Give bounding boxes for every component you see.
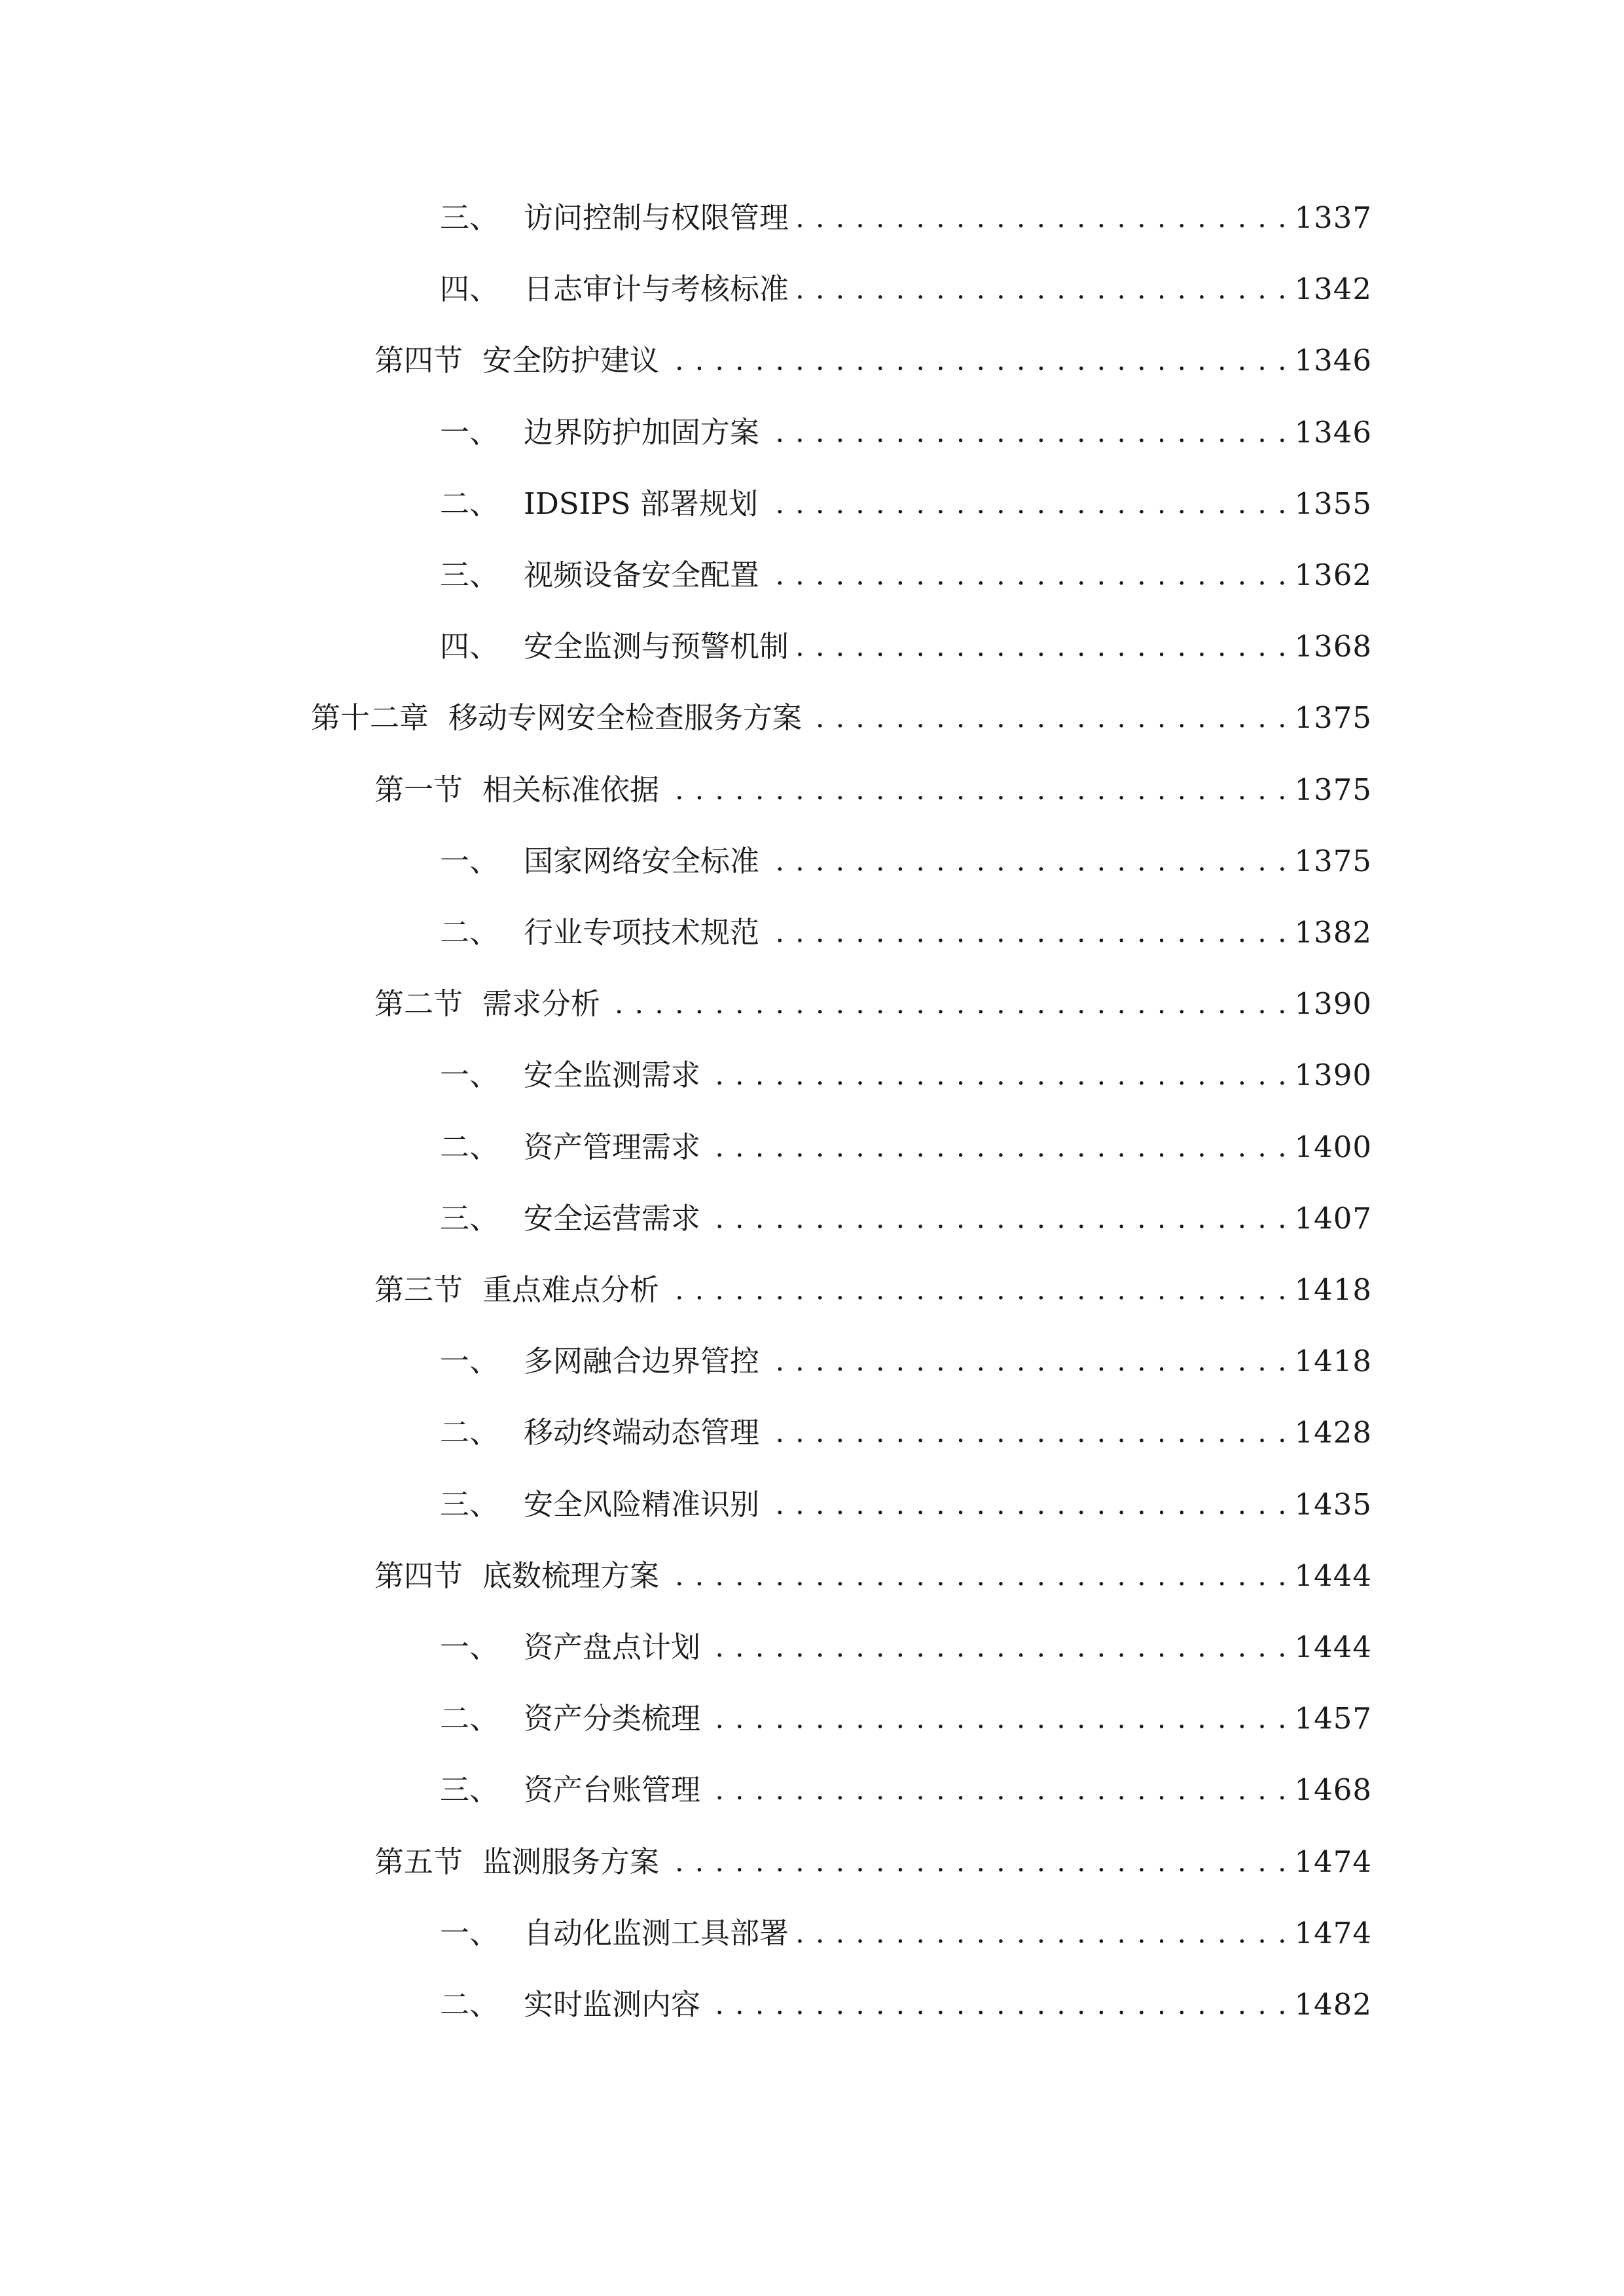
toc-dot-leader <box>666 1836 1288 1888</box>
toc-entry-page-number: 1428 <box>1294 1415 1372 1450</box>
toc-entry-number: 二、 <box>440 1701 499 1736</box>
toc-entry-title: 访问控制与权限管理 <box>524 200 789 235</box>
toc-entry-title: 安全防护建议 <box>482 343 660 378</box>
toc-entry-page-number: 1382 <box>1294 915 1372 950</box>
toc-entry-title: 重点难点分析 <box>482 1272 660 1307</box>
toc-entry[interactable] <box>440 549 1372 601</box>
toc-dot-leader <box>795 192 1288 244</box>
toc-entry[interactable] <box>440 835 1372 888</box>
toc-entry[interactable] <box>440 1764 1372 1816</box>
toc-entry[interactable] <box>440 1121 1372 1174</box>
toc-entry[interactable] <box>440 1693 1372 1745</box>
toc-entry[interactable] <box>440 1621 1372 1674</box>
toc-entry[interactable] <box>440 1479 1372 1531</box>
toc-entry-page-number: 1482 <box>1294 1987 1372 2022</box>
toc-entry-title: 安全运营需求 <box>524 1201 701 1236</box>
toc-entry[interactable] <box>374 1550 1372 1602</box>
toc-entry-number: 三、 <box>440 200 499 235</box>
toc-entry-page-number: 1375 <box>1294 772 1372 807</box>
toc-entry-number: 一、 <box>440 844 499 878</box>
toc-entry[interactable] <box>440 1193 1372 1245</box>
toc-entry[interactable] <box>440 263 1372 315</box>
toc-entry[interactable] <box>440 406 1372 459</box>
toc-entry-title: 行业专项技术规范 <box>524 915 760 950</box>
toc-entry[interactable] <box>440 1049 1372 1102</box>
toc-entry-number: 一、 <box>440 1344 499 1378</box>
toc-entry-title: 多网融合边界管控 <box>524 1344 760 1378</box>
toc-dot-leader <box>707 1764 1288 1816</box>
toc-entry-title: 实时监测内容 <box>524 1987 701 2022</box>
toc-entry-page-number: 1418 <box>1294 1344 1372 1378</box>
toc-dot-leader <box>795 620 1288 673</box>
toc-dot-leader <box>766 906 1288 959</box>
toc-entry-page-number: 1474 <box>1294 1844 1372 1879</box>
toc-entry-page-number: 1457 <box>1294 1701 1372 1736</box>
toc-entry-number: 第一节 <box>374 772 463 807</box>
toc-entry-page-number: 1337 <box>1294 200 1372 235</box>
toc-dot-leader <box>707 1193 1288 1245</box>
toc-dot-leader <box>666 1264 1288 1316</box>
toc-entry-page-number: 1346 <box>1294 343 1372 378</box>
toc-entry-page-number: 1407 <box>1294 1201 1372 1236</box>
toc-entry-page-number: 1355 <box>1294 486 1372 521</box>
toc-entry-page-number: 1390 <box>1294 1058 1372 1092</box>
toc-dot-leader <box>766 1479 1288 1531</box>
toc-entry-number: 四、 <box>440 629 499 664</box>
toc-entry-title: 资产台账管理 <box>524 1772 701 1807</box>
toc-entry-number: 三、 <box>440 1772 499 1807</box>
toc-entry-page-number: 1362 <box>1294 558 1372 592</box>
toc-dot-leader <box>666 764 1288 816</box>
toc-entry-page-number: 1435 <box>1294 1487 1372 1522</box>
toc-entry-title: 需求分析 <box>482 986 601 1021</box>
toc-entry-title: 资产分类梳理 <box>524 1701 701 1736</box>
toc-entry[interactable] <box>440 478 1372 530</box>
toc-dot-leader <box>707 1049 1288 1102</box>
toc-entry-number: 二、 <box>440 915 499 950</box>
toc-entry-title: 安全监测与预警机制 <box>524 629 789 664</box>
toc-entry-number: 二、 <box>440 1130 499 1164</box>
toc-dot-leader <box>765 478 1288 530</box>
toc-dot-leader <box>795 263 1288 315</box>
toc-entry-page-number: 1342 <box>1294 272 1372 306</box>
toc-entry-page-number: 1390 <box>1294 986 1372 1021</box>
toc-entry-title: 底数梳理方案 <box>482 1558 660 1593</box>
toc-dot-leader <box>707 1979 1288 2031</box>
toc-entry-number: 二、 <box>440 1415 499 1450</box>
toc-dot-leader <box>766 406 1288 459</box>
toc-entry[interactable] <box>374 764 1372 816</box>
toc-entry-title: 边界防护加固方案 <box>524 415 760 450</box>
toc-entry-page-number: 1346 <box>1294 415 1372 450</box>
toc-entry-page-number: 1444 <box>1294 1630 1372 1664</box>
toc-entry-title: 日志审计与考核标准 <box>524 272 789 306</box>
toc-entry-number: 第二节 <box>374 986 463 1021</box>
toc-entry-title: 相关标准依据 <box>482 772 660 807</box>
toc-entry-title: 资产管理需求 <box>524 1130 701 1164</box>
toc-entry-number: 四、 <box>440 272 499 306</box>
toc-entry-number: 一、 <box>440 1916 499 1950</box>
toc-entry-title: IDSIPS 部署规划 <box>524 486 758 521</box>
toc-entry[interactable] <box>374 1836 1372 1888</box>
toc-entry[interactable] <box>440 1979 1372 2031</box>
toc-entry[interactable] <box>440 906 1372 959</box>
toc-entry-title: 视频设备安全配置 <box>524 558 760 592</box>
toc-entry[interactable] <box>374 978 1372 1030</box>
toc-entry[interactable] <box>440 1407 1372 1459</box>
toc-dot-leader <box>666 334 1288 387</box>
toc-entry-page-number: 1418 <box>1294 1272 1372 1307</box>
toc-entry[interactable] <box>440 1335 1372 1388</box>
toc-dot-leader <box>795 1907 1288 1960</box>
toc-entry-page-number: 1468 <box>1294 1772 1372 1807</box>
toc-entry-number: 第十二章 <box>311 700 429 735</box>
toc-entry-page-number: 1375 <box>1294 844 1372 878</box>
toc-dot-leader <box>707 1621 1288 1674</box>
toc-entry-number: 三、 <box>440 1201 499 1236</box>
toc-entry-number: 第三节 <box>374 1272 463 1307</box>
toc-dot-leader <box>707 1693 1288 1745</box>
toc-entry-title: 移动专网安全检查服务方案 <box>448 700 803 735</box>
toc-entry-title: 监测服务方案 <box>482 1844 660 1879</box>
toc-dot-leader <box>766 835 1288 888</box>
toc-dot-leader <box>666 1550 1288 1602</box>
toc-entry-number: 三、 <box>440 1487 499 1522</box>
toc-entry-title: 移动终端动态管理 <box>524 1415 760 1450</box>
toc-entry-number: 一、 <box>440 1058 499 1092</box>
toc-entry[interactable] <box>440 192 1372 244</box>
toc-entry[interactable] <box>374 334 1372 387</box>
toc-entry-title: 安全风险精准识别 <box>524 1487 760 1522</box>
toc-entry-title: 国家网络安全标准 <box>524 844 760 878</box>
toc-entry-page-number: 1444 <box>1294 1558 1372 1593</box>
toc-entry-title: 资产盘点计划 <box>524 1630 701 1664</box>
toc-entry-number: 一、 <box>440 1630 499 1664</box>
toc-dot-leader <box>766 1407 1288 1459</box>
toc-entry-title: 安全监测需求 <box>524 1058 701 1092</box>
toc-dot-leader <box>766 1335 1288 1388</box>
toc-entry-number: 二、 <box>440 486 499 521</box>
toc-entry-page-number: 1375 <box>1294 700 1372 735</box>
toc-entry-page-number: 1368 <box>1294 629 1372 664</box>
toc-entry[interactable] <box>440 620 1372 673</box>
toc-dot-leader <box>707 1121 1288 1174</box>
toc-entry-number: 第四节 <box>374 343 463 378</box>
toc-entry-number: 第五节 <box>374 1844 463 1879</box>
toc-entry[interactable] <box>311 692 1372 744</box>
toc-entry-title: 自动化监测工具部署 <box>524 1916 789 1950</box>
toc-entry-number: 二、 <box>440 1987 499 2022</box>
toc-dot-leader <box>607 978 1288 1030</box>
toc-entry[interactable] <box>374 1264 1372 1316</box>
toc-entry-number: 一、 <box>440 415 499 450</box>
toc-entry-page-number: 1400 <box>1294 1130 1372 1164</box>
toc-dot-leader <box>808 692 1288 744</box>
toc-dot-leader <box>766 549 1288 601</box>
toc-entry-page-number: 1474 <box>1294 1916 1372 1950</box>
toc-entry-number: 第四节 <box>374 1558 463 1593</box>
toc-entry[interactable] <box>440 1907 1372 1960</box>
toc-entry-number: 三、 <box>440 558 499 592</box>
